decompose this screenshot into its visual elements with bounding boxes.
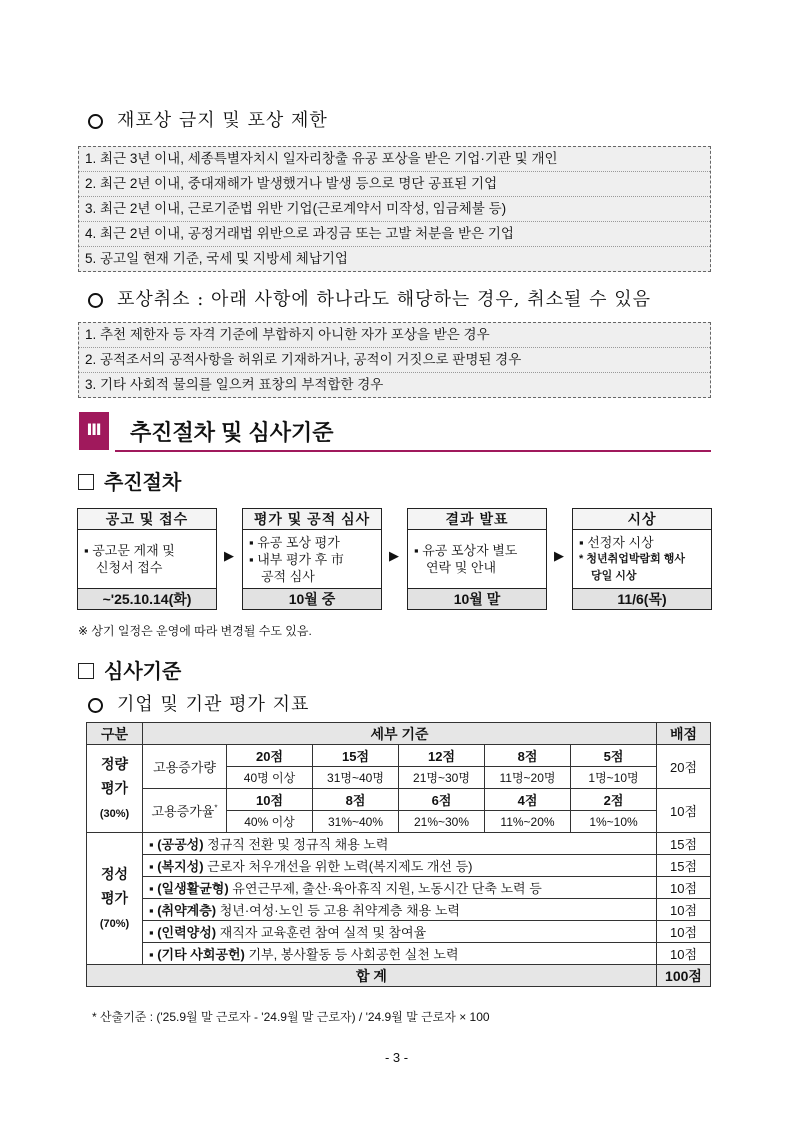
arrow-right-icon: ▶ xyxy=(224,548,234,563)
step-body: ▪ 선정자 시상 * 청년취업박람회 행사 당일 시상 xyxy=(572,530,712,588)
header-score: 배점 xyxy=(657,723,711,745)
metric-name: 고용증가율* xyxy=(143,789,227,833)
list-item: 1. 최근 3년 이내, 세종특별자치시 일자리창출 유공 포상을 받은 기업·기관 및 개인 xyxy=(79,147,710,172)
header-detail: 세부 기준 xyxy=(143,723,657,745)
table-row: 고용증가율* 10점 8점 6점 4점 2점 10점 xyxy=(87,789,711,811)
criterion-text: ▪ (복지성) 근로자 처우개선을 위한 노력(복지제도 개선 등) xyxy=(143,855,657,877)
circle-bullet-icon xyxy=(88,293,103,308)
list-item: 3. 최근 2년 이내, 근로기준법 위반 기업(근로계약서 미작성, 임금체불 등) xyxy=(79,197,710,222)
table-row xyxy=(87,855,711,877)
criterion-text: ▪ (기타 사회공헌) 기부, 봉사활동 등 사회공헌 실천 노력 xyxy=(143,943,657,965)
step-header: 평가 및 공적 심사 xyxy=(242,508,382,530)
arrow-right-icon: ▶ xyxy=(389,548,399,563)
row-score: 15점 xyxy=(657,855,711,877)
table-row: 40명 이상 31명~40명 21명~30명 11명~20명 1명~10명 xyxy=(87,767,711,789)
row-score: 20점 xyxy=(657,745,711,789)
section-divider xyxy=(115,450,711,452)
table-row xyxy=(87,833,711,855)
step-body: ▪ 유공 포상자 별도 연락 및 안내 xyxy=(407,530,547,588)
step-date: 10월 말 xyxy=(407,588,547,610)
table-row xyxy=(87,877,711,899)
step-date: ~'25.10.14(화) xyxy=(77,588,217,610)
total-label: 합 계 xyxy=(87,965,657,987)
criterion-text: ▪ (일생활균형) 유연근무제, 출산·육아휴직 지원, 노동시간 단축 노력 등 xyxy=(143,877,657,899)
criterion-text: ▪ (취약계층) 청년·여성·노인 등 고용 취약계층 채용 노력 xyxy=(143,899,657,921)
row-score: 10점 xyxy=(657,943,711,965)
arrow-right-icon: ▶ xyxy=(554,548,564,563)
step-date: 11/6(목) xyxy=(572,588,712,610)
section-number-badge: Ⅲ xyxy=(79,412,109,450)
row-score: 10점 xyxy=(657,899,711,921)
criteria-heading: 심사기준 xyxy=(78,655,181,684)
section-title: 추진절차 및 심사기준 xyxy=(130,420,334,445)
schedule-note: ※ 상기 일정은 운영에 따라 변경될 수도 있음. xyxy=(78,624,312,638)
step-date: 10월 중 xyxy=(242,588,382,610)
qual-label: 정성 평가 (70%) xyxy=(87,833,143,965)
table-footnote: * 산출기준 : ('25.9월 말 근로자 - '24.9월 말 근로자) / '24.9월 말 근로자 × 100 xyxy=(92,1010,490,1024)
table-row xyxy=(87,943,711,965)
table-row: 정량 평가 (30%) 고용증가량 20점 15점 12점 8점 5점 20점 xyxy=(87,745,711,767)
step-body: ▪ 유공 포상 평가 ▪ 내부 평가 후 市 공적 심사 xyxy=(242,530,382,588)
metric-name: 고용증가량 xyxy=(143,745,227,789)
process-step xyxy=(407,508,547,610)
table-row: 40% 이상 31%~40% 21%~30% 11%~20% 1%~10% xyxy=(87,811,711,833)
total-score: 100점 xyxy=(657,965,711,987)
circle-bullet-icon xyxy=(88,114,103,129)
step-body: ▪ 공고문 게재 및 신청서 접수 xyxy=(77,530,217,588)
list-item: 2. 최근 2년 이내, 중대재해가 발생했거나 발생 등으로 명단 공표된 기업 xyxy=(79,172,710,197)
procedure-heading: 추진절차 xyxy=(78,466,181,495)
step-header: 공고 및 접수 xyxy=(77,508,217,530)
header-category: 구분 xyxy=(87,723,143,745)
step-header: 결과 발표 xyxy=(407,508,547,530)
row-score: 15점 xyxy=(657,833,711,855)
process-step xyxy=(77,508,217,610)
list-item: 4. 최근 2년 이내, 공정거래법 위반으로 과징금 또는 고발 처분을 받은 기업 xyxy=(79,222,710,247)
list-item: 3. 기타 사회적 물의를 일으켜 표창의 부적합한 경우 xyxy=(85,377,384,392)
criteria-subtitle: 기업 및 기관 평가 지표 xyxy=(88,690,309,716)
process-step xyxy=(242,508,382,610)
square-bullet-icon xyxy=(78,474,94,490)
table-header-row xyxy=(87,723,711,745)
table-row xyxy=(87,899,711,921)
step-header: 시상 xyxy=(572,508,712,530)
process-step xyxy=(572,508,712,610)
row-score: 10점 xyxy=(657,877,711,899)
list-item: 2. 공적조서의 공적사항을 허위로 기재하거나, 공적이 거짓으로 판명된 경우 xyxy=(79,348,710,373)
table-row xyxy=(87,921,711,943)
row-score: 10점 xyxy=(657,921,711,943)
square-bullet-icon xyxy=(78,663,94,679)
section-heading-cancellation: 포상취소 : 아래 사항에 하나라도 해당하는 경우, 취소될 수 있음 xyxy=(88,285,651,311)
page-number: - 3 - xyxy=(384,1050,409,1065)
total-row xyxy=(87,965,711,987)
criterion-text: ▪ (공공성) 정규직 전환 및 정규직 채용 노력 xyxy=(143,833,657,855)
list-item: 5. 공고일 현재 기준, 국세 및 지방세 체납기업 xyxy=(85,251,348,266)
criterion-text: ▪ (인력양성) 재직자 교육훈련 참여 실적 및 참여율 xyxy=(143,921,657,943)
section-heading-restrictions: 재포상 금지 및 포상 제한 xyxy=(88,106,328,132)
quant-label: 정량 평가 (30%) xyxy=(87,745,143,833)
row-score: 10점 xyxy=(657,789,711,833)
restriction-list xyxy=(78,146,711,272)
circle-bullet-icon xyxy=(88,698,103,713)
list-item: 1. 추천 제한자 등 자격 기준에 부합하지 아니한 자가 포상을 받은 경우 xyxy=(79,323,710,348)
evaluation-table xyxy=(86,722,711,987)
cancellation-list xyxy=(78,322,711,398)
